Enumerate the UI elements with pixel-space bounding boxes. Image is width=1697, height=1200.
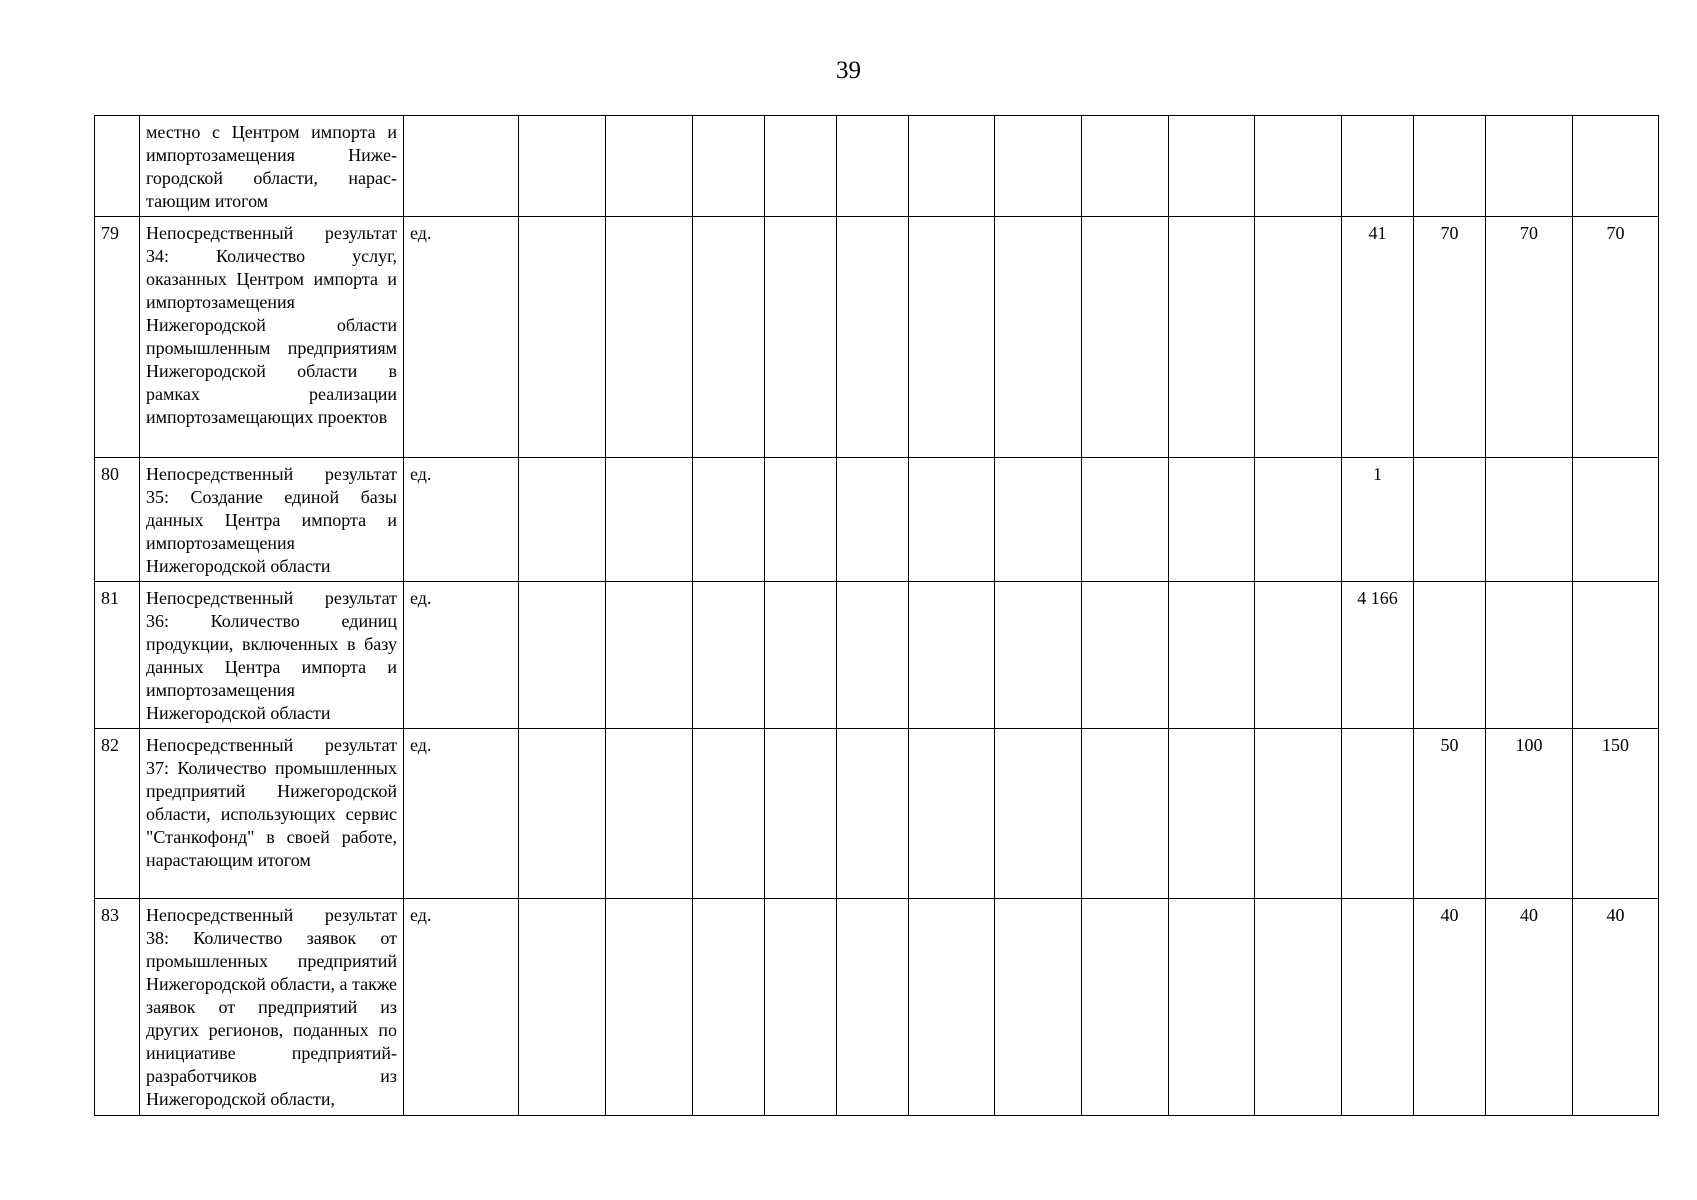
indicator-description: Непосредственный результат 37: Количество промышленных предприятий Нижегородской области, использующих сервис "Станкофонд" в своей работе, нарастающим итогом: [140, 729, 404, 899]
value-cell: [1573, 116, 1659, 217]
table-row: [95, 458, 1659, 582]
value-cell: [1255, 729, 1342, 899]
value-cell: [519, 729, 606, 899]
value-cell: [519, 582, 606, 729]
value-cell: [1255, 217, 1342, 458]
value-cell: [1082, 458, 1169, 582]
value-cell: [1169, 458, 1255, 582]
value-cell: [1255, 116, 1342, 217]
row-number: 79: [95, 217, 140, 458]
value-cell: [606, 217, 693, 458]
unit-cell: ед.: [404, 899, 519, 1116]
value-cell: [693, 582, 765, 729]
value-cell: [606, 582, 693, 729]
value-cell: [606, 729, 693, 899]
value-cell: 40: [1486, 899, 1573, 1116]
value-cell: 50: [1414, 729, 1486, 899]
value-cell: [909, 217, 995, 458]
value-cell: 41: [1342, 217, 1414, 458]
value-cell: [1255, 582, 1342, 729]
value-cell: [519, 899, 606, 1116]
indicator-description: Непосредственный результат 35: Создание единой базы данных Центра импорта и импортозамещения Нижегородской области: [140, 458, 404, 582]
value-cell: [1414, 582, 1486, 729]
value-cell: [1414, 458, 1486, 582]
value-cell: [765, 899, 837, 1116]
indicators-table: [94, 115, 1659, 1116]
unit-cell: ед.: [404, 729, 519, 899]
row-number: 83: [95, 899, 140, 1116]
table-row: [95, 899, 1659, 1116]
value-cell: [995, 582, 1082, 729]
table-row: [95, 116, 1659, 217]
page-number: 39: [836, 57, 861, 84]
value-cell: [1169, 729, 1255, 899]
indicator-description: Непосредственный результат 36: Количество единиц продукции, включенных в базу данных Центра импорта и импортозамещения Нижегородской области: [140, 582, 404, 729]
value-cell: [1169, 899, 1255, 1116]
value-cell: [837, 729, 909, 899]
value-cell: 70: [1414, 217, 1486, 458]
value-cell: [693, 899, 765, 1116]
value-cell: [995, 217, 1082, 458]
value-cell: 1: [1342, 458, 1414, 582]
unit-cell: ед.: [404, 582, 519, 729]
value-cell: [1486, 582, 1573, 729]
row-number: [95, 116, 140, 217]
value-cell: [837, 899, 909, 1116]
value-cell: [1342, 116, 1414, 217]
value-cell: [1169, 116, 1255, 217]
value-cell: [837, 116, 909, 217]
value-cell: 40: [1414, 899, 1486, 1116]
value-cell: [519, 217, 606, 458]
value-cell: [837, 458, 909, 582]
indicator-description: Непосредственный результат 34: Количество услуг, оказанных Центром импорта и импортозамещения Нижегородской области промышленным предприятиям Нижегородской области в рамках реализации импортозамещающих проектов: [140, 217, 404, 458]
value-cell: [1486, 116, 1573, 217]
value-cell: 40: [1573, 899, 1659, 1116]
value-cell: [606, 899, 693, 1116]
value-cell: [1342, 729, 1414, 899]
unit-cell: [404, 116, 519, 217]
value-cell: [837, 217, 909, 458]
value-cell: 70: [1486, 217, 1573, 458]
value-cell: [765, 116, 837, 217]
table-row: [95, 217, 1659, 458]
value-cell: [1486, 458, 1573, 582]
value-cell: [1573, 458, 1659, 582]
value-cell: [909, 729, 995, 899]
value-cell: [909, 116, 995, 217]
value-cell: [606, 116, 693, 217]
value-cell: [693, 729, 765, 899]
value-cell: [1342, 899, 1414, 1116]
value-cell: [1082, 116, 1169, 217]
value-cell: [1255, 458, 1342, 582]
value-cell: [1255, 899, 1342, 1116]
indicator-description: местно с Центром импорта и импортозамещения Нижегородской области, нарастающим итогом: [140, 116, 404, 217]
value-cell: [995, 116, 1082, 217]
value-cell: [693, 458, 765, 582]
row-number: 80: [95, 458, 140, 582]
value-cell: 100: [1486, 729, 1573, 899]
unit-cell: ед.: [404, 458, 519, 582]
row-number: 81: [95, 582, 140, 729]
table-row: [95, 582, 1659, 729]
value-cell: [909, 458, 995, 582]
value-cell: [1082, 217, 1169, 458]
value-cell: [765, 217, 837, 458]
value-cell: [1414, 116, 1486, 217]
value-cell: [909, 582, 995, 729]
indicator-description: Непосредственный результат 38: Количество заявок от промышленных предприятий Нижегородской области, а также заявок от предприятий из других регионов, поданных по инициативе предприятий-разработчиков из Нижегородской области,: [140, 899, 404, 1116]
value-cell: [995, 458, 1082, 582]
value-cell: [693, 116, 765, 217]
value-cell: [1169, 217, 1255, 458]
value-cell: [519, 116, 606, 217]
value-cell: [995, 899, 1082, 1116]
value-cell: [837, 582, 909, 729]
value-cell: [1082, 899, 1169, 1116]
value-cell: [765, 729, 837, 899]
value-cell: [519, 458, 606, 582]
value-cell: 4 166: [1342, 582, 1414, 729]
value-cell: [995, 729, 1082, 899]
row-number: 82: [95, 729, 140, 899]
value-cell: [765, 582, 837, 729]
value-cell: [1082, 729, 1169, 899]
value-cell: 70: [1573, 217, 1659, 458]
value-cell: [1169, 582, 1255, 729]
value-cell: [606, 458, 693, 582]
value-cell: [765, 458, 837, 582]
value-cell: [1573, 582, 1659, 729]
value-cell: [1082, 582, 1169, 729]
unit-cell: ед.: [404, 217, 519, 458]
value-cell: 150: [1573, 729, 1659, 899]
value-cell: [909, 899, 995, 1116]
value-cell: [693, 217, 765, 458]
table-row: [95, 729, 1659, 899]
